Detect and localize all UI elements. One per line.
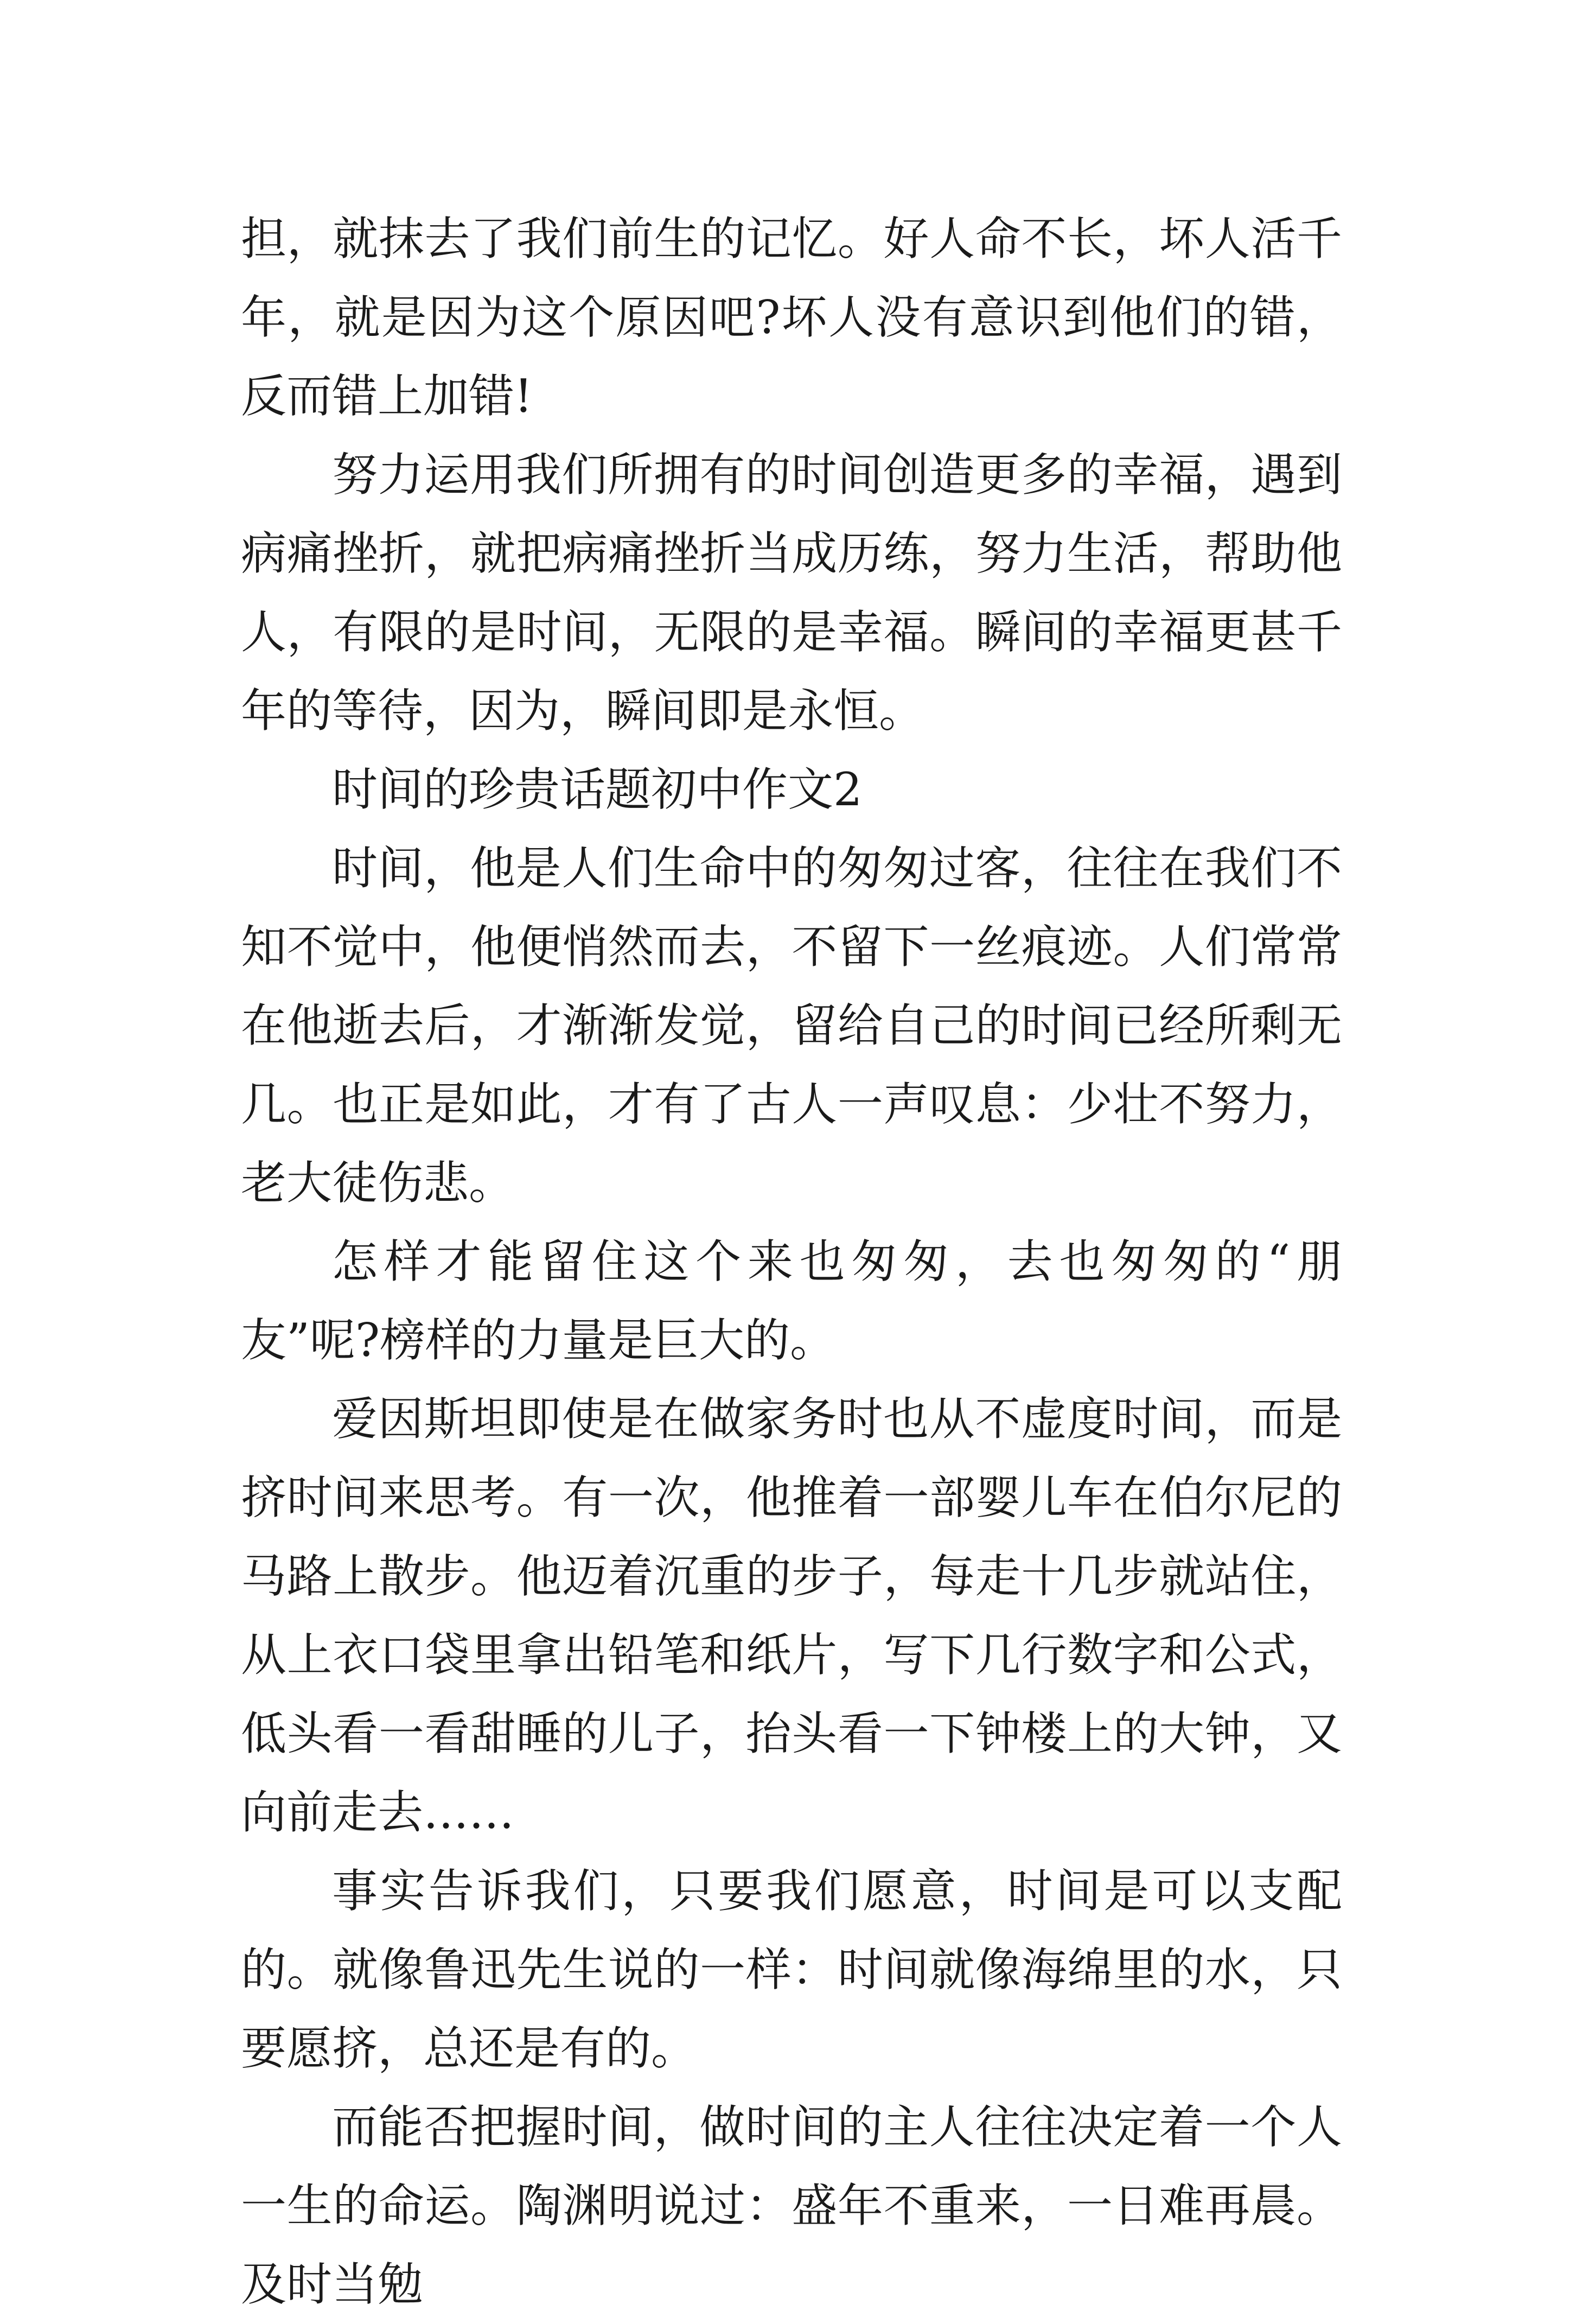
paragraph-luxun: 事实告诉我们，只要我们愿意，时间是可以支配的。就像鲁迅先生说的一样：时间就像海绵里的水，只要愿挤，总还是有的。 (241, 1864, 1342, 2075)
paragraph-einstein: 爱因斯坦即使是在做家务时也从不虚度时间，而是挤时间来思考。有一次，他推着一部婴儿车在伯尔尼的马路上散步。他迈着沉重的步子，每走十几步就站住，从上衣口袋里拿出铅笔和纸片，写下几行数字和公式，低头看一看甜睡的儿子，抬头看一下钟楼上的大钟，又向前走去…… (241, 1392, 1342, 1839)
paragraph-continuation: 担，就抹去了我们前生的记忆。好人命不长，坏人活千年，就是因为这个原因吧?坏人没有意识到他们的错，反而错上加错! (241, 212, 1342, 423)
paragraph-effort: 努力运用我们所拥有的时间创造更多的幸福，遇到病痛挫折，就把病痛挫折当成历练，努力生活，帮助他人，有限的是时间，无限的是幸福。瞬间的幸福更甚千年的等待，因为，瞬间即是永恒。 (241, 448, 1342, 737)
paragraph-question: 怎样才能留住这个来也匆匆，去也匆匆的“朋友”呢?榜样的力量是巨大的。 (241, 1235, 1342, 1367)
document-body (241, 200, 1342, 2324)
essay-title: 时间的珍贵话题初中作文2 (332, 763, 863, 816)
paragraph-time-passing: 时间，他是人们生命中的匆匆过客，往往在我们不知不觉中，他便悄然而去，不留下一丝痕迹。人们常常在他逝去后，才渐渐发觉，留给自己的时间已经所剩无几。也正是如此，才有了古人一声叹息：少壮不努力，老大徒伤悲。 (241, 842, 1342, 1209)
paragraph-master-of-time: 而能否把握时间，做时间的主人往往决定着一个人一生的命运。陶渊明说过：盛年不重来，一日难再晨。及时当勉 (241, 2100, 1342, 2311)
